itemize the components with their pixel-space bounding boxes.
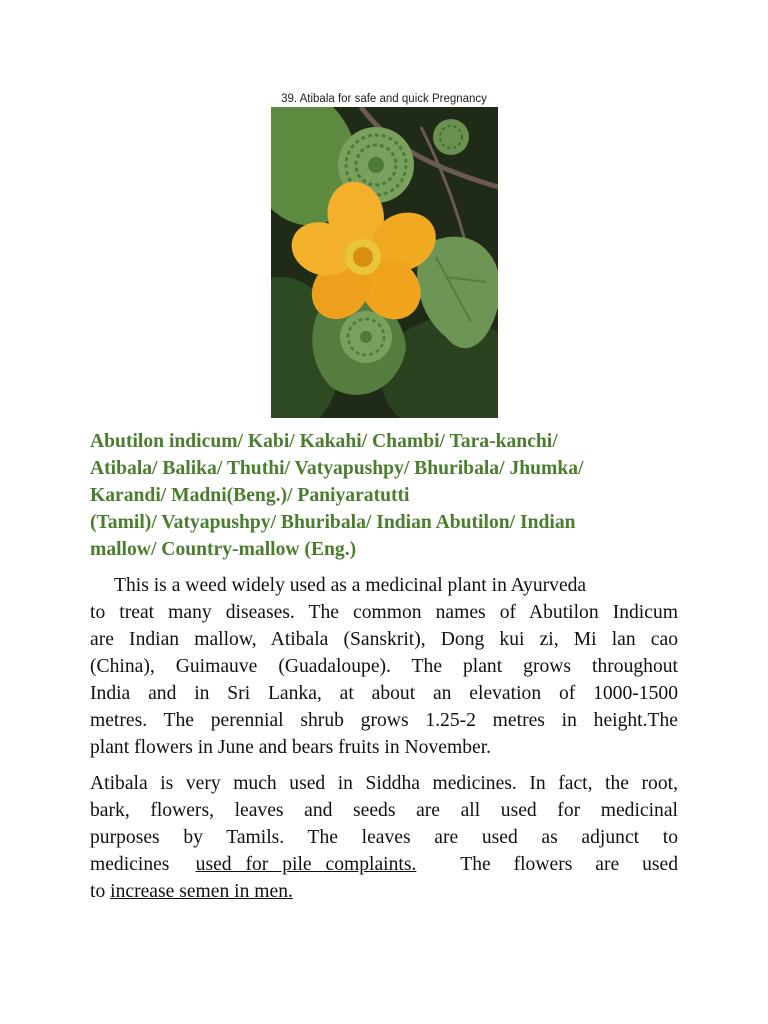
paragraph-line: to treat many diseases. The common names of Abutilon Indicum bbox=[90, 602, 678, 623]
paragraph-line: India and in Sri Lanka, at about an elevation of 1000-1500 bbox=[90, 683, 678, 704]
paragraph-line: bark, flowers, leaves and seeds are all used for medicinal bbox=[90, 800, 678, 821]
underlined-phrase: used for pile complaints. bbox=[195, 854, 417, 875]
paragraph-line: metres. The perennial shrub grows 1.25-2 metres in height.The bbox=[90, 710, 678, 731]
image-caption: 39. Atibala for safe and quick Pregnancy bbox=[281, 93, 487, 105]
line-text: medicines bbox=[90, 854, 175, 875]
paragraph-line: purposes by Tamils. The leaves are used as adjunct to bbox=[90, 827, 678, 848]
underlined-phrase: increase semen in men. bbox=[110, 881, 293, 902]
siddha-paragraph bbox=[90, 770, 678, 905]
paragraph-line: are Indian mallow, Atibala (Sanskrit), Dong kui zi, Mi lan cao bbox=[90, 629, 678, 650]
paragraph-line: plant flowers in June and bears fruits in November. bbox=[90, 737, 492, 758]
heading-line: Abutilon indicum/ Kabi/ Kakahi/ Chambi/ Tara-kanchi/ bbox=[90, 431, 558, 452]
description-paragraph bbox=[90, 572, 678, 761]
heading-line: Atibala/ Balika/ Thuthi/ Vatyapushpy/ Bhuribala/ Jhumka/ bbox=[90, 458, 584, 479]
line-text: to bbox=[90, 881, 111, 902]
paragraph-line: This is a weed widely used as a medicinal plant in Ayurveda bbox=[114, 575, 587, 596]
paragraph-line: (China), Guimauve (Guadaloupe). The plant grows throughout bbox=[90, 656, 678, 677]
flower-illustration bbox=[271, 107, 498, 418]
paragraph-line bbox=[90, 851, 678, 878]
plant-names-heading bbox=[90, 428, 680, 563]
atibala-flower-photo bbox=[271, 107, 498, 418]
paragraph-line: Atibala is very much used in Siddha medicines. In fact, the root, bbox=[90, 773, 678, 794]
heading-line: mallow/ Country-mallow (Eng.) bbox=[90, 539, 357, 560]
line-text: The flowers are used bbox=[437, 854, 678, 875]
heading-line: Karandi/ Madni(Beng.)/ Paniyaratutti bbox=[90, 485, 410, 506]
heading-line: (Tamil)/ Vatyapushpy/ Bhuribala/ Indian Abutilon/ Indian bbox=[90, 512, 576, 533]
paragraph-line bbox=[90, 878, 678, 905]
